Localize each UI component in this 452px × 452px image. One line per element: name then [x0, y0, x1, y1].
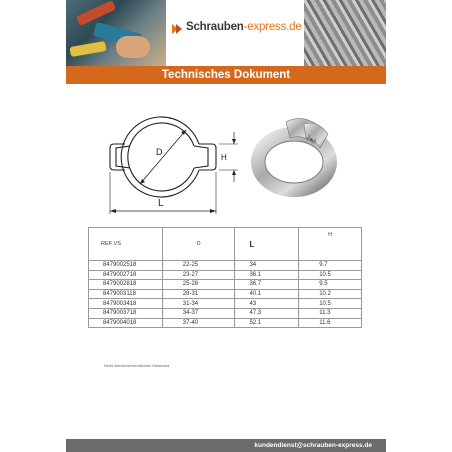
hand-shape	[116, 36, 150, 58]
cell-h: 9.5	[299, 280, 362, 290]
cell-d: 23-27	[162, 270, 235, 280]
logo-icon	[170, 22, 184, 36]
cell-l: 34	[235, 261, 299, 271]
cell-d: 31-34	[162, 299, 235, 309]
cell-h: 11.6	[299, 318, 362, 328]
logo-area	[166, 0, 304, 66]
cell-l: 47.3	[235, 308, 299, 318]
footer-bar	[66, 439, 386, 452]
title-bar	[66, 66, 386, 84]
table-header-row	[89, 228, 362, 261]
header-banner	[66, 0, 386, 66]
cell-d: 25-28	[162, 280, 235, 290]
cell-d: 22-25	[162, 261, 235, 271]
cell-l: 52.1	[235, 318, 299, 328]
table-row	[89, 299, 362, 309]
logo-text-accent: -express.de	[243, 21, 302, 33]
page-title: Technisches Dokument	[161, 69, 291, 81]
diameter-label: D	[156, 147, 163, 157]
cell-ref: 8479002818	[89, 280, 163, 290]
table-row	[89, 289, 362, 299]
cell-h: 10.2	[299, 289, 362, 299]
technical-drawing	[100, 110, 250, 220]
cell-d: 37-40	[162, 318, 235, 328]
length-label: L	[158, 198, 164, 209]
header-l: L	[235, 228, 299, 261]
logo-text-main: Schrauben	[186, 21, 244, 33]
table-row	[89, 280, 362, 290]
diameter-line	[140, 130, 186, 184]
logo-text	[186, 21, 302, 33]
header-ref: REF VS	[89, 228, 163, 261]
product-photo	[246, 112, 346, 200]
table-row	[89, 270, 362, 280]
spec-table	[88, 227, 362, 328]
header-h: H	[299, 228, 362, 261]
cell-ref: 8479004018	[89, 318, 163, 328]
svg-text:1●8: 1●8	[304, 134, 317, 146]
cell-l: 40.1	[235, 289, 299, 299]
cell-h: 11.3	[299, 308, 362, 318]
support-email-link[interactable]: kundendienst@schrauben-express.de	[254, 442, 372, 449]
cell-ref: 8479003718	[89, 308, 163, 318]
tool-shape	[69, 41, 106, 57]
cell-d: 34-37	[162, 308, 235, 318]
screws-photo	[304, 0, 386, 66]
cell-l: 36.1	[235, 270, 299, 280]
height-label: H	[221, 153, 227, 162]
cell-ref: 8479003118	[89, 289, 163, 299]
header-d: D	[162, 228, 235, 261]
footnote: Nicht wiederverwendbares Halsband.	[104, 363, 171, 368]
cell-ref: 8479002518	[89, 261, 163, 271]
table-row	[89, 261, 362, 271]
cell-l: 36.7	[235, 280, 299, 290]
cell-ref: 8479003418	[89, 299, 163, 309]
cell-d: 28-31	[162, 289, 235, 299]
cell-ref: 8479002718	[89, 270, 163, 280]
cell-h: 9.7	[299, 261, 362, 271]
cell-l: 43	[235, 299, 299, 309]
table-row	[89, 318, 362, 328]
table-row	[89, 308, 362, 318]
cell-h: 10.5	[299, 299, 362, 309]
tools-photo	[66, 0, 166, 66]
cell-h: 10.5	[299, 270, 362, 280]
